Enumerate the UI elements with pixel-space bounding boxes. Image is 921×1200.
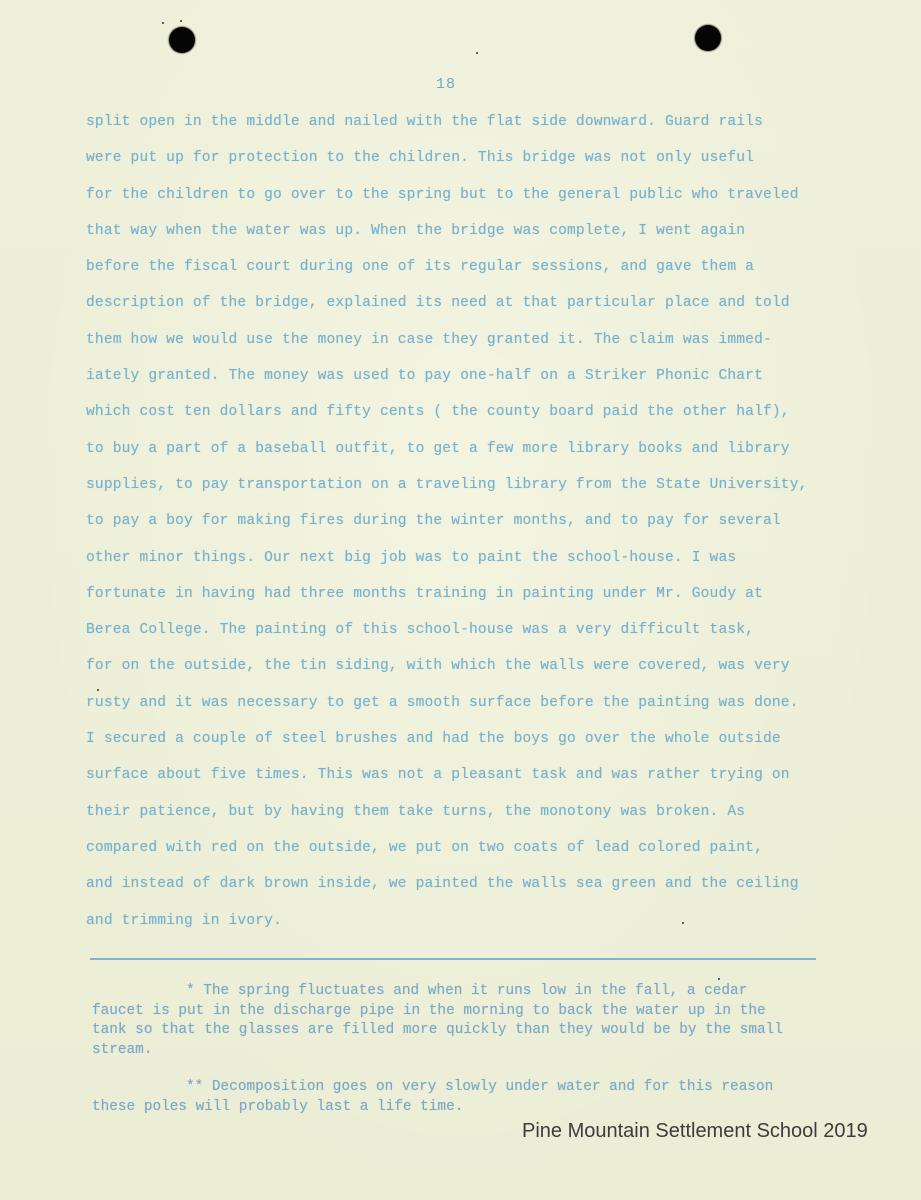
text-line: before the fiscal court during one of its regular sessions, and gave them a [86, 259, 755, 276]
text-line: were put up for protection to the children. This bridge was not only useful [86, 150, 755, 167]
text-line: iately granted. The money was used to pay one-half on a Striker Phonic Chart [86, 368, 763, 385]
text-line: compared with red on the outside, we put on two coats of lead colored paint, [86, 839, 763, 856]
text-line: rusty and it was necessary to get a smooth surface before the painting was done. [86, 694, 799, 711]
page-number: 18 [436, 76, 457, 93]
text-line: them how we would use the money in case they granted it. The claim was immed- [86, 331, 772, 348]
text-line: and trimming in ivory. [86, 912, 282, 929]
footnotes [92, 982, 822, 1118]
text-line: which cost ten dollars and fifty cents ( the county board paid the other half), [86, 404, 790, 421]
text-line: for on the outside, the tin siding, with which the walls were covered, was very [86, 658, 790, 675]
text-line: fortunate in having had three months training in painting under Mr. Goudy at [86, 585, 763, 602]
footnote-divider [90, 958, 816, 960]
footnote-line: * The spring fluctuates and when it runs low in the fall, a cedar [186, 983, 748, 999]
footnote-line: tank so that the glasses are filled more quickly than they would be by the small [92, 1022, 783, 1039]
footnote-line: ** Decomposition goes on very slowly under water and for this reason [186, 1079, 774, 1096]
footnote-gap [92, 1060, 822, 1078]
paper-speck [476, 52, 478, 54]
text-line: to pay a boy for making fires during the winter months, and to pay for several [86, 513, 781, 530]
text-line: and instead of dark brown inside, we painted the walls sea green and the ceiling [86, 876, 799, 893]
text-line: I secured a couple of steel brushes and had the boys go over the whole outside [86, 731, 781, 748]
body-text [86, 104, 826, 939]
punch-hole-right [695, 25, 721, 51]
text-line: for the children to go over to the spring but to the general public who traveled [86, 186, 799, 203]
paper-speck [162, 22, 164, 24]
text-line: Berea College. The painting of this school-house was a very difficult task, [86, 622, 755, 639]
text-line: supplies, to pay transportation on a traveling library from the State University, [86, 476, 808, 493]
paper-speck [180, 20, 182, 22]
text-line: description of the bridge, explained its need at that particular place and told [86, 295, 790, 312]
text-line: their patience, but by having them take turns, the monotony was broken. As [86, 803, 746, 820]
footnote-line: these poles will probably last a life time. [92, 1098, 464, 1115]
punch-hole-left [169, 27, 195, 53]
footnote-line: stream. [92, 1041, 153, 1058]
text-line: that way when the water was up. When the bridge was complete, I went again [86, 222, 746, 239]
footnote-line: faucet is put in the discharge pipe in the morning to back the water up in the [92, 1002, 766, 1019]
text-line: split open in the middle and nailed with the flat side downward. Guard rails [86, 114, 763, 130]
text-line: to buy a part of a baseball outfit, to get a few more library books and library [86, 440, 790, 457]
text-line: other minor things. Our next big job was to paint the school-house. I was [86, 549, 737, 566]
text-line: surface about five times. This was not a pleasant task and was rather trying on [86, 767, 790, 784]
watermark: Pine Mountain Settlement School 2019 [522, 1120, 868, 1142]
paper-speck [718, 978, 720, 980]
